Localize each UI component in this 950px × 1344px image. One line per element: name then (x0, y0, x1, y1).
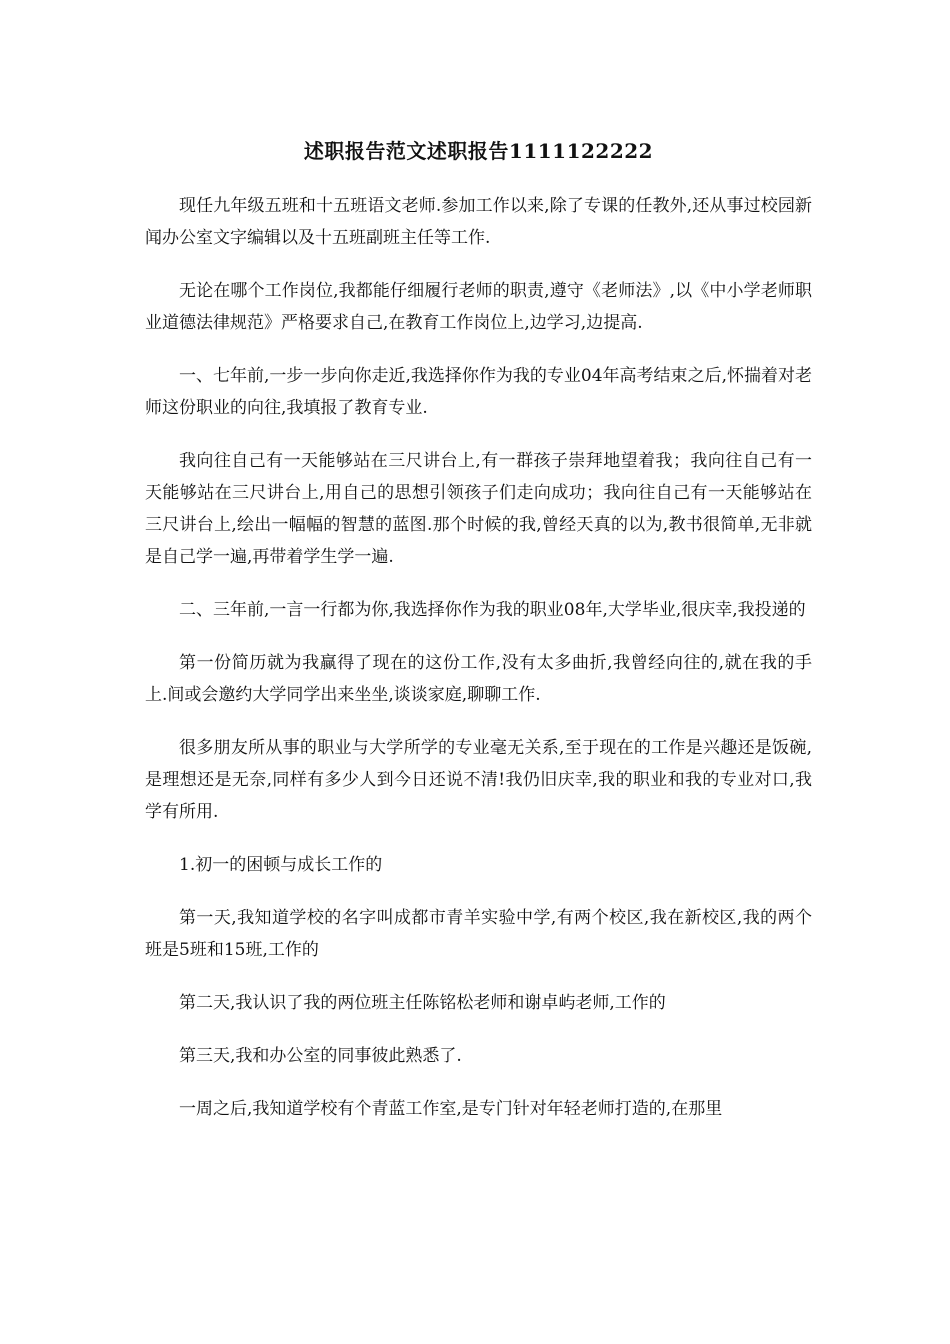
document-title: 述职报告范文述职报告1111122222 (303, 139, 654, 163)
paragraph-9: 第一天,我知道学校的名字叫成都市青羊实验中学,有两个校区,我在新校区,我的两个班是5班和15班,工作的 (145, 908, 812, 960)
paragraph-4: 我向往自己有一天能够站在三尺讲台上,有一群孩子崇拜地望着我；我向往自己有一天能够站在三尺讲台上,用自己的思想引领孩子们走向成功；我向往自己有一天能够站在三尺讲台上,绘出一幅幅的智慧的蓝图.那个时候的我,曾经天真的以为,教书很简单,无非就是自己学一遍,再带着学生学一遍. (145, 451, 812, 567)
paragraph-3: 一、七年前,一步一步向你走近,我选择你作为我的专业04年高考结束之后,怀揣着对老师这份职业的向往,我填报了教育专业. (145, 366, 812, 418)
paragraph-8: 1.初一的困顿与成长工作的 (179, 855, 383, 875)
paragraph-11: 第三天,我和办公室的同事彼此熟悉了. (179, 1046, 462, 1066)
paragraph-1: 现任九年级五班和十五班语文老师.参加工作以来,除了专课的任教外,还从事过校园新闻办公室文字编辑以及十五班副班主任等工作. (145, 196, 812, 248)
paragraph-5: 二、三年前,一言一行都为你,我选择你作为我的职业08年,大学毕业,很庆幸,我投递的 (179, 600, 806, 620)
paragraph-2: 无论在哪个工作岗位,我都能仔细履行老师的职责,遵守《老师法》,以《中小学老师职业道德法律规范》严格要求自己,在教育工作岗位上,边学习,边提高. (145, 281, 812, 333)
paragraph-10: 第二天,我认识了我的两位班主任陈铭松老师和谢卓屿老师,工作的 (179, 993, 666, 1013)
paragraph-12: 一周之后,我知道学校有个青蓝工作室,是专门针对年轻老师打造的,在那里 (179, 1099, 723, 1119)
paragraph-7: 很多朋友所从事的职业与大学所学的专业毫无关系,至于现在的工作是兴趣还是饭碗,是理想还是无奈,同样有多少人到今日还说不清!我仍旧庆幸,我的职业和我的专业对口,我学有所用. (145, 738, 812, 822)
paragraph-6: 第一份简历就为我赢得了现在的这份工作,没有太多曲折,我曾经向往的,就在我的手上.间或会邀约大学同学出来坐坐,谈谈家庭,聊聊工作. (145, 653, 812, 705)
